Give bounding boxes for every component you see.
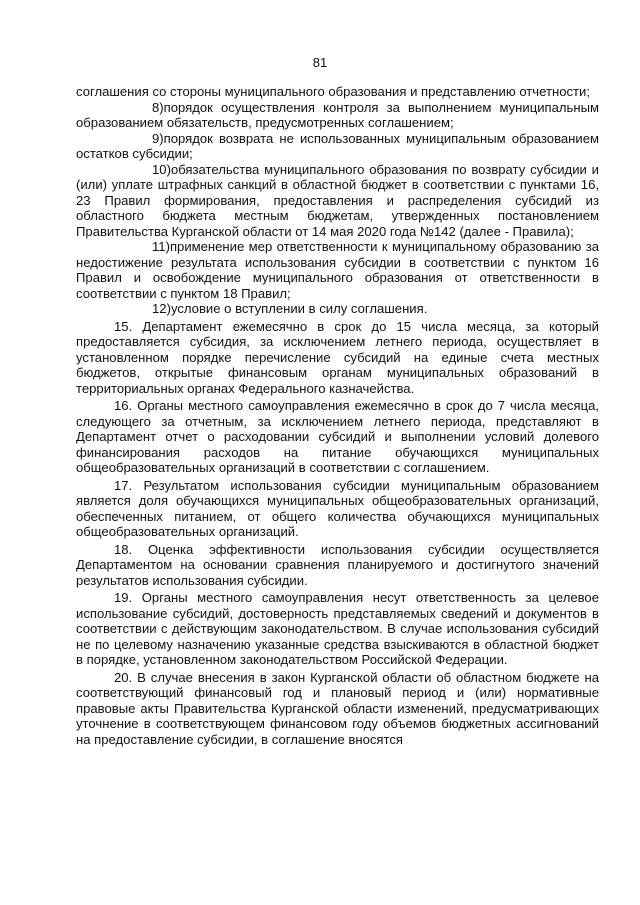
section-18 <box>76 542 599 589</box>
list-item-10 <box>76 162 599 240</box>
list-number: 11) <box>152 239 170 254</box>
list-item-8 <box>76 100 599 131</box>
paragraph-text: 16. Органы местного самоуправления ежемесячно в срок до 7 числа месяца, следующего за отчетным, за исключением летнего периода, представляют в Департамент отчет о расходовании субсидий и выполнении условий долевого финансирования расходов на питание обучающихся муниципальных общеобразовательных организаций в соответствии с соглашением. <box>76 398 599 475</box>
paragraph-text: 20. В случае внесения в закон Курганской области об областном бюджете на соответствующий финансовый год и плановый период и (или) нормативные правовые акты Правительства Курганской области изменений, предусматривающих уточнение в соответствующем финансовом году объемов бюджетных ассигнований на предоставление субсидии, в соглашение вносятся <box>76 669 599 747</box>
paragraph-text: соглашения со стороны муниципального образования и представлению отчетности; <box>76 84 590 99</box>
paragraph-text: порядок возврата не использованных муниципальным образованием остатков субсидии; <box>76 130 599 161</box>
paragraph-text: 15. Департамент ежемесячно в срок до 15 числа месяца, за который предоставляется субсидия, за исключением летнего периода, осуществляет в установленном порядке перечисление субсидий на единые счета местных бюджетов, открытые финансовым органам муниципальных образований в территориальных органах Федерального казначейства. <box>76 318 599 396</box>
list-item-12 <box>76 301 599 317</box>
section-19 <box>76 590 599 668</box>
list-item-11 <box>76 239 599 301</box>
paragraph-text: 17. Результатом использования субсидии муниципальным образованием является доля обучающихся муниципальных общеобразовательных организаций, обеспеченных питанием, от общего количества обучающихся муниципальных общеобразовательных организаций. <box>76 477 599 539</box>
list-item-9 <box>76 131 599 162</box>
paragraph-text: применение мер ответственности к муниципальному образованию за недостижение результата использования субсидии в соответствии с пунктом 16 Правил и освобождение муниципального образования от ответственности в соответствии с пунктом 18 Правил; <box>76 239 599 301</box>
paragraph-text: порядок осуществления контроля за выполнением муниципальным образованием обязательств, предусмотренных соглашением; <box>76 99 599 130</box>
paragraph-continuation <box>76 84 599 100</box>
document-body <box>76 84 599 747</box>
section-16 <box>76 398 599 476</box>
list-number: 9) <box>152 130 164 146</box>
paragraph-text: 18. Оценка эффективности использования субсидии осуществляется Департаментом на основании сравнения планируемого и достигнутого значений результатов использования субсидии. <box>76 541 599 588</box>
paragraph-text: обязательства муниципального образования по возврату субсидии и (или) уплате штрафных санкций в областной бюджет в соответствии с пунктами 16, 23 Правил формирования, предоставления и распределения субсидий из областного бюджета местным бюджетам, утвержденных постановлением Правительства Курганской области от 14 мая 2020 года №142 (далее - Правила); <box>76 161 599 239</box>
paragraph-text: 19. Органы местного самоуправления несут ответственность за целевое использование субсидий, достоверность представляемых сведений и документов в соответствии с действующим законодательством. В случае использования субсидий не по целевому назначению указанные средства взыскиваются в областной бюджет в порядке, установленном законодательством Российской Федерации. <box>76 590 599 667</box>
section-15 <box>76 319 599 397</box>
list-number: 8) <box>152 99 164 115</box>
list-number: 10) <box>152 161 171 177</box>
list-number: 12) <box>152 301 171 316</box>
section-20 <box>76 670 599 748</box>
section-17 <box>76 478 599 540</box>
page-number: 81 <box>312 55 328 70</box>
paragraph-text: условие о вступлении в силу соглашения. <box>170 301 428 316</box>
